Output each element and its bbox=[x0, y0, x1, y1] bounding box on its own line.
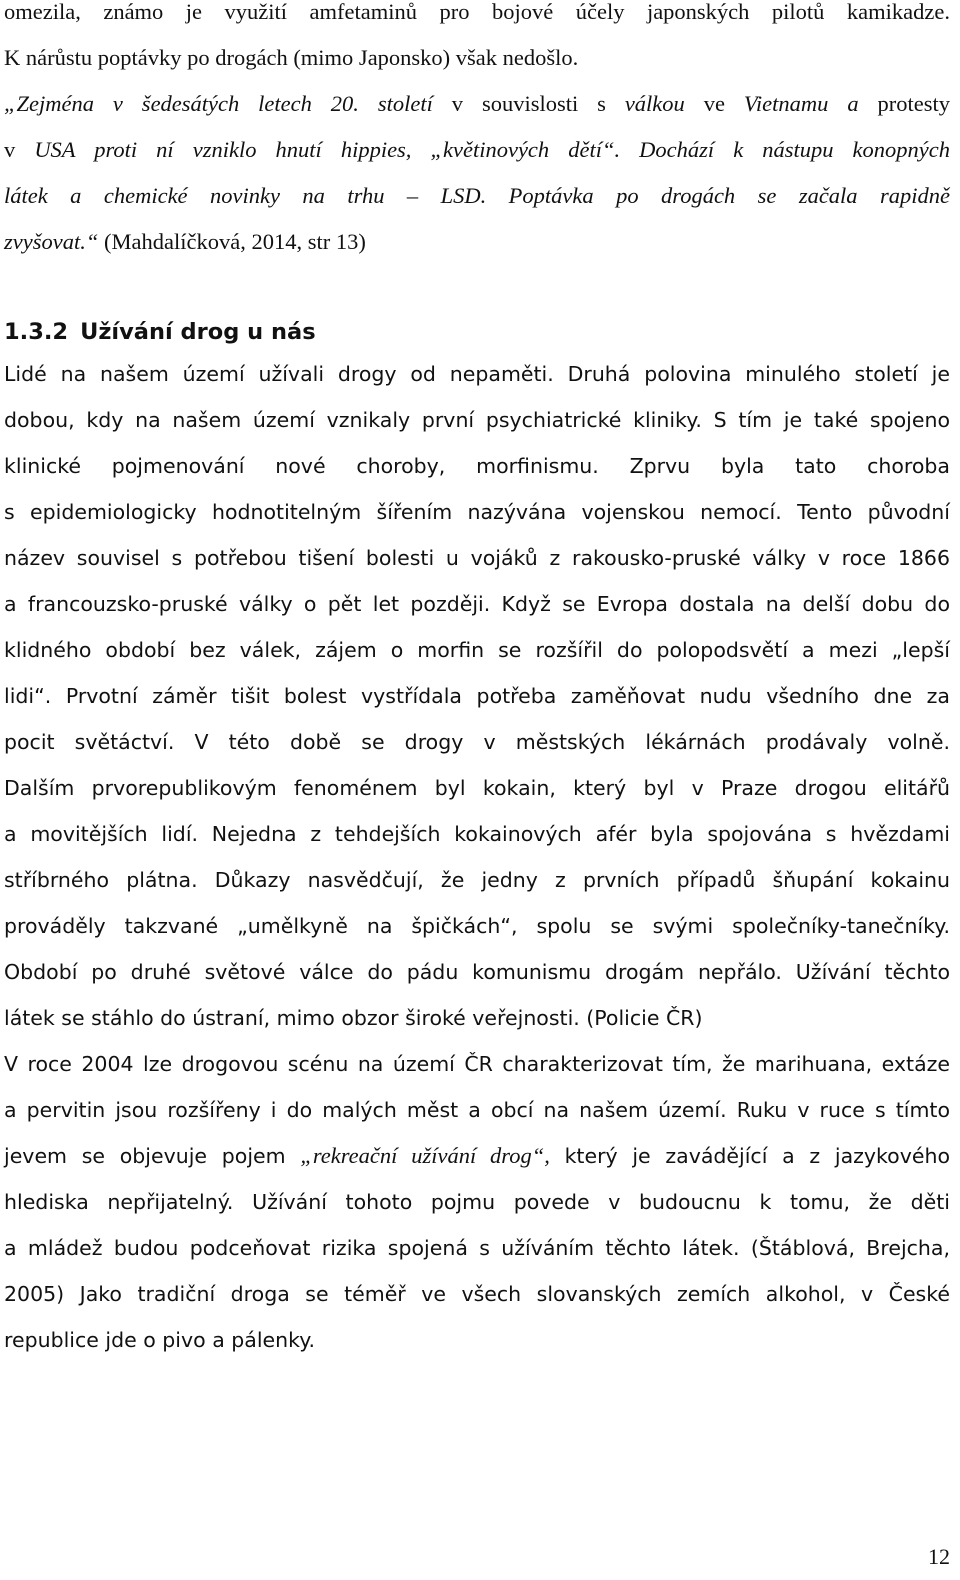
text-line: stříbrného plátna. Důkazy nasvědčují, že jedny z prvních případů šňupání kokainu bbox=[4, 868, 950, 892]
section-number: 1.3.2 bbox=[4, 319, 69, 345]
text-line: pocit světáctví. V této době se drogy v městských lékárnách prodávaly volně. bbox=[4, 730, 950, 754]
text-line: dobou, kdy na našem území vznikaly první psychiatrické kliniky. S tím je také spojeno bbox=[4, 408, 950, 432]
quote-line: zvyšovat.“ (Mahdalíčková, 2014, str 13) bbox=[4, 229, 366, 254]
page-number: 12 bbox=[928, 1544, 950, 1569]
text-line: republice jde o pivo a pálenky. bbox=[4, 1328, 316, 1352]
quote-line: látek a chemické novinky na trhu – LSD. Poptávka po drogách se začala rapidně bbox=[4, 183, 950, 208]
text-line: látek se stáhlo do ústraní, mimo obzor široké veřejnosti. (Policie ČR) bbox=[4, 1006, 703, 1030]
quote-line: v USA proti ní vzniklo hnutí hippies, „květinových dětí“. Dochází k nástupu konopných bbox=[4, 137, 950, 162]
text-line: s epidemiologicky hodnotitelným šířením nazývána vojenskou nemocí. Tento původní bbox=[4, 500, 950, 524]
text-line: omezila, známo je využití amfetaminů pro bojové účely japonských pilotů kamikadze. bbox=[4, 0, 950, 24]
text-line: prováděly takzvané „umělkyně na špičkách“, spolu se svými společníky-tanečníky. bbox=[4, 914, 950, 938]
text-line: Dalším prvorepublikovým fenoménem byl kokain, který byl v Praze drogou elitářů bbox=[4, 776, 950, 800]
text-line: 2005) Jako tradiční droga se téměř ve všech slovanských zemích alkohol, v České bbox=[4, 1282, 950, 1306]
section-heading bbox=[4, 318, 316, 346]
quote-line: „Zejména v šedesátých letech 20. století v souvislosti s válkou ve Vietnamu a protesty bbox=[4, 91, 951, 116]
emphasized-term: „rekreační užívání drog“, bbox=[300, 1143, 550, 1168]
text-line: klinické pojmenování nové choroby, morfinismu. Zprvu byla tato choroba bbox=[4, 454, 950, 478]
text-line: V roce 2004 lze drogovou scénu na území ČR charakterizovat tím, že marihuana, extáze bbox=[4, 1052, 950, 1076]
text-line: lidi“. Prvotní záměr tišit bolest vystřídala potřeba zaměňovat nudu všedního dne za bbox=[4, 684, 950, 708]
text-line: jevem se objevuje pojem „rekreační užívání drog“, který je zavádějící a z jazykového bbox=[4, 1143, 950, 1168]
text-line: Lidé na našem území užívali drogy od nepaměti. Druhá polovina minulého století je bbox=[4, 362, 950, 386]
text-line: klidného období bez válek, zájem o morfin se rozšířil do polopodsvětí a mezi „lepší bbox=[4, 638, 950, 662]
text-line: Období po druhé světové válce do pádu komunismu drogám nepřálo. Užívání těchto bbox=[4, 960, 950, 984]
text-line: a pervitin jsou rozšířeny i do malých měst a obcí na našem území. Ruku v ruce s tímto bbox=[4, 1098, 950, 1122]
text-line: a mládež budou podceňovat rizika spojená s užíváním těchto látek. (Štáblová, Brejcha, bbox=[4, 1236, 950, 1260]
text-line: K nárůstu poptávky po drogách (mimo Japonsko) však nedošlo. bbox=[4, 45, 579, 70]
section-title: Užívání drog u nás bbox=[80, 319, 316, 345]
text-line: a francouzsko-pruské války o pět let později. Když se Evropa dostala na delší dobu do bbox=[4, 592, 950, 616]
text-line: hlediska nepřijatelný. Užívání tohoto pojmu povede v budoucnu k tomu, že děti bbox=[4, 1190, 950, 1214]
text-line: a movitějších lidí. Nejedna z tehdejších kokainových afér byla spojována s hvězdami bbox=[4, 822, 950, 846]
text-line: název souvisel s potřebou tišení bolesti u vojáků z rakousko-pruské války v roce 1866 bbox=[4, 546, 950, 570]
citation: (Mahdalíčková, 2014, str 13) bbox=[98, 229, 366, 254]
